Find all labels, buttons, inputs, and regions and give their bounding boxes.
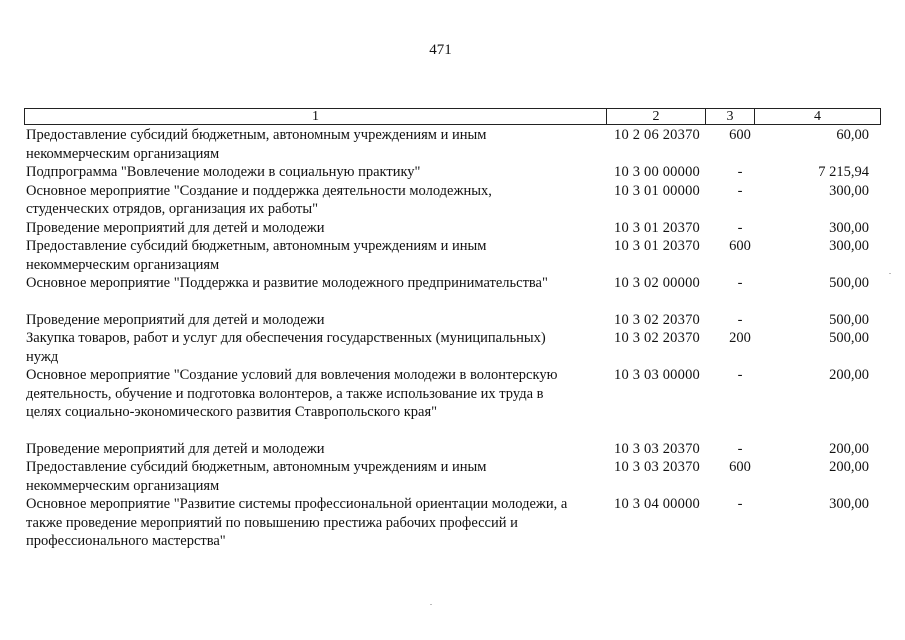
table-row <box>26 366 881 422</box>
row-type: - <box>737 182 743 199</box>
header-col-4: 4 <box>814 109 821 124</box>
row-sum: 7 215,94 <box>818 164 869 180</box>
row-name: Проведение мероприятий для детей и молодежи <box>26 219 325 236</box>
header-col-3: 3 <box>706 109 755 124</box>
row-sum: 60,00 <box>836 127 869 143</box>
row-code: 10 3 04 00000 <box>614 496 700 512</box>
row-code: 10 3 03 20370 <box>614 459 700 475</box>
table-row <box>26 163 881 182</box>
row-sum: 500,00 <box>829 275 869 291</box>
row-type: - <box>737 496 743 512</box>
row-type: - <box>737 164 743 180</box>
table-row <box>26 126 881 163</box>
table-row <box>26 182 881 219</box>
row-code: 10 3 03 00000 <box>614 367 700 383</box>
table-row <box>26 237 881 274</box>
row-name: Предоставление субсидий бюджетным, автономным учреждениям и иным некоммерческим организациям <box>26 459 487 494</box>
header-col-2: 2 <box>607 109 706 124</box>
row-name: Основное мероприятие "Создание условий для вовлечения молодежи в волонтерскую деятельность, обучение и подготовка волонтеров, а также использование их труда в целях социально-экономического развития Ставропольского края" <box>26 367 558 420</box>
table-row <box>26 458 881 495</box>
row-sum: 300,00 <box>829 219 869 236</box>
row-sum: 500,00 <box>829 330 869 346</box>
row-type: 600 <box>729 459 751 475</box>
row-type: - <box>737 311 743 328</box>
table-row <box>26 329 881 366</box>
row-code: 10 3 01 20370 <box>614 219 700 236</box>
table-row <box>26 311 881 330</box>
row-type: - <box>737 367 743 383</box>
page-number: 471 <box>429 42 452 58</box>
row-name: Проведение мероприятий для детей и молодежи <box>26 311 325 328</box>
row-code: 10 3 02 20370 <box>614 311 700 328</box>
scan-speck <box>889 273 891 274</box>
row-sum: 200,00 <box>829 459 869 475</box>
row-sum: 200,00 <box>829 440 869 457</box>
row-code: 10 2 06 20370 <box>614 127 700 143</box>
row-type: - <box>737 275 743 291</box>
table-row <box>26 495 881 551</box>
row-sum: 200,00 <box>829 367 869 383</box>
row-name: Основное мероприятие "Создание и поддержка деятельности молодежных, студенческих отрядов, организация их работы" <box>26 182 492 217</box>
row-name: Основное мероприятие "Развитие системы профессиональной ориентации молодежи, а также проведение мероприятий по повышению престижа рабочих профессий и профессионального мастерства" <box>26 496 568 549</box>
row-code: 10 3 02 20370 <box>614 330 700 346</box>
header-col-1: 1 <box>25 109 607 124</box>
row-name: Проведение мероприятий для детей и молодежи <box>26 440 325 457</box>
row-name: Подпрограмма "Вовлечение молодежи в социальную практику" <box>26 164 421 180</box>
row-code: 10 3 02 00000 <box>614 275 700 291</box>
row-name: Предоставление субсидий бюджетным, автономным учреждениям и иным некоммерческим организациям <box>26 238 487 273</box>
row-type: 600 <box>729 127 751 143</box>
row-name: Предоставление субсидий бюджетным, автономным учреждениям и иным некоммерческим организациям <box>26 127 487 162</box>
row-type: - <box>737 440 743 457</box>
row-sum: 500,00 <box>829 311 869 328</box>
row-type: - <box>737 219 743 236</box>
row-sum: 300,00 <box>829 238 869 254</box>
row-type: 600 <box>729 238 751 254</box>
table-row <box>26 440 881 459</box>
row-sum: 300,00 <box>829 496 869 512</box>
scan-speck <box>430 604 432 605</box>
table-header <box>24 108 881 125</box>
table-row <box>26 274 881 293</box>
row-code: 10 3 01 00000 <box>614 182 700 199</box>
row-name: Закупка товаров, работ и услуг для обеспечения государственных (муниципальных) нужд <box>26 330 546 365</box>
row-type: 200 <box>729 330 751 346</box>
row-name: Основное мероприятие "Поддержка и развитие молодежного предпринимательства" <box>26 275 548 291</box>
row-code: 10 3 03 20370 <box>614 440 700 457</box>
row-code: 10 3 00 00000 <box>614 164 700 180</box>
budget-table-body <box>26 126 881 551</box>
row-sum: 300,00 <box>829 182 869 199</box>
table-row <box>26 219 881 238</box>
row-code: 10 3 01 20370 <box>614 238 700 254</box>
